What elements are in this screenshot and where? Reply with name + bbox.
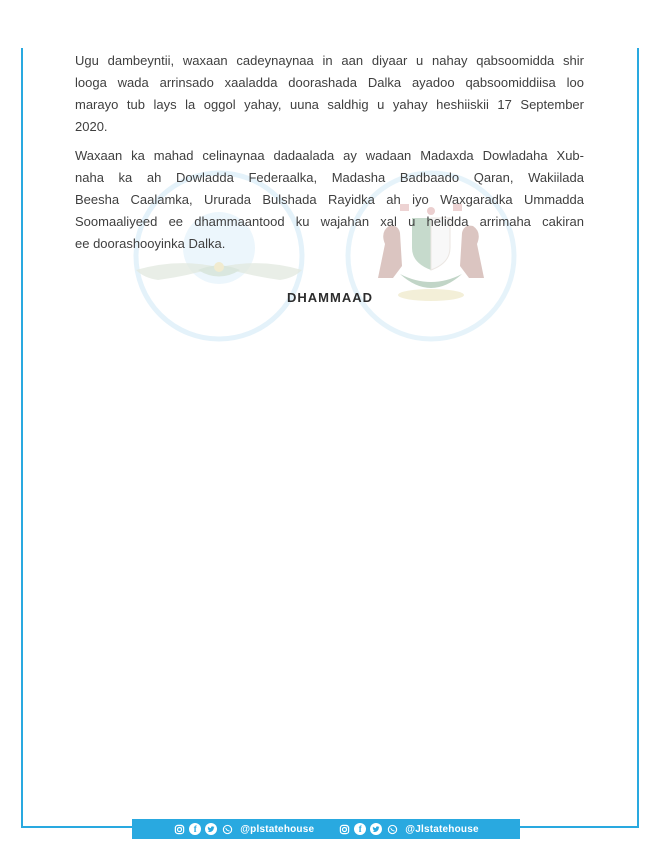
text-line: 2020. — [75, 119, 108, 134]
text-line: Beesha Caalamka, Ururada Bulshada Rayidka ah iyo Waxgaradka Ummadda — [75, 192, 584, 207]
text-line: Waxaan ka mahad celinaynaa dadaalada ay wadaan Madaxda Dowladaha Xub- — [75, 148, 584, 163]
twitter-icon — [370, 823, 382, 835]
whatsapp-icon — [386, 823, 398, 835]
instagram-icon — [338, 823, 350, 835]
social-group-puntland — [173, 823, 314, 835]
social-handle-jubaland: @Jlstatehouse — [405, 823, 479, 835]
twitter-icon — [205, 823, 217, 835]
social-group-jubaland — [338, 823, 478, 835]
whatsapp-icon — [221, 823, 233, 835]
instagram-icon — [173, 823, 185, 835]
facebook-icon: f — [354, 823, 366, 835]
end-marker: DHAMMAAD — [287, 290, 373, 305]
text-line: looga wada arrinsado xaaladda doorashada Dalka ayadoo qabsoomiddiisa loo — [75, 75, 584, 90]
text-line: marayo tub lays la oggol yahay, uuna saldhig u yahay heshiiskii 17 September — [75, 97, 584, 112]
paragraph-1 — [75, 50, 584, 138]
footer-social-bar — [132, 819, 520, 839]
text-line: Ugu dambeyntii, waxaan cadeynaynaa in aan diyaar u nahay qabsoomidda shir — [75, 53, 584, 68]
page-border-right — [637, 48, 639, 828]
text-line: naha ka ah Dowladda Federaalka, Madasha Badbaado Qaran, Wakiilada — [75, 170, 584, 185]
facebook-icon: f — [189, 823, 201, 835]
social-handle-puntland: @plstatehouse — [240, 823, 315, 835]
page-border-left — [21, 48, 23, 828]
text-line: ee doorashooyinka Dalka. — [75, 236, 226, 251]
text-line: Soomaaliyeed ee dhammaantood ku wajahan xal u helidda arrimaha cakiran — [75, 214, 584, 229]
paragraph-2 — [75, 145, 584, 255]
